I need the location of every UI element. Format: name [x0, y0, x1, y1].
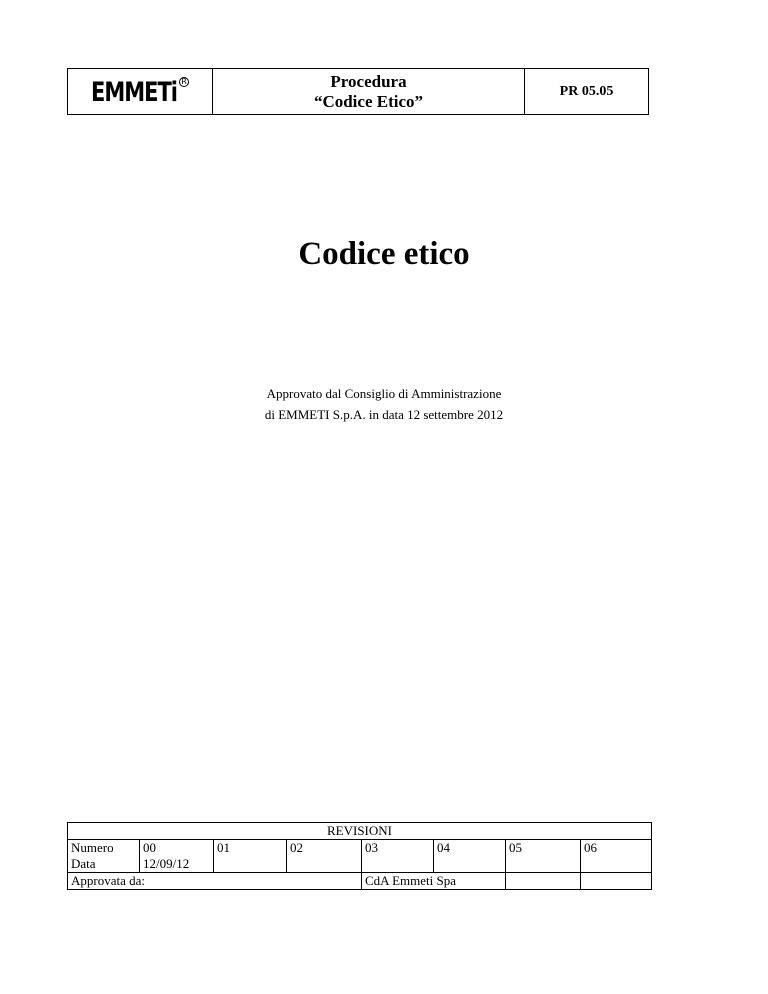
revision-date: [581, 856, 652, 873]
approval-line-2: di EMMETI S.p.A. in data 12 settembre 2012: [264, 407, 504, 422]
revision-number: 03: [362, 840, 434, 857]
approved-label: Approvata da:: [68, 873, 362, 890]
revisions-heading: REVISIONI: [68, 823, 652, 840]
registered-mark-icon: R: [179, 77, 189, 87]
revision-number: 06: [581, 840, 652, 857]
revision-date: [287, 856, 362, 873]
procedure-name: “Codice Etico”: [313, 91, 424, 111]
company-logo: [90, 76, 189, 107]
revision-number: 02: [287, 840, 362, 857]
revision-number: 01: [214, 840, 287, 857]
approved-by: CdA Emmeti Spa: [362, 873, 506, 890]
revision-date: [434, 856, 506, 873]
numero-label: Numero: [68, 840, 140, 857]
approved-empty-cell: [581, 873, 652, 890]
revision-date: [506, 856, 581, 873]
logo-text: EMMETi: [90, 76, 177, 107]
document-header: [67, 68, 649, 115]
approval-note: [0, 383, 768, 425]
document-code: PR 05.05: [559, 83, 614, 99]
page-title: Codice etico: [298, 236, 470, 272]
revision-date: [362, 856, 434, 873]
table-row: [68, 873, 652, 890]
revision-date: [214, 856, 287, 873]
procedure-label: Procedura: [330, 71, 407, 91]
logo-cell: [68, 69, 213, 114]
data-label: Data: [68, 856, 140, 873]
approved-empty-cell: [506, 873, 581, 890]
table-row: [68, 856, 652, 873]
table-row: [68, 840, 652, 857]
revision-number: 00: [140, 840, 214, 857]
revision-date: 12/09/12: [140, 856, 214, 873]
revisions-table: [67, 822, 652, 890]
revision-number: 04: [434, 840, 506, 857]
procedure-title-cell: [213, 69, 525, 114]
revision-number: 05: [506, 840, 581, 857]
approval-line-1: Approvato dal Consiglio di Amministrazione: [266, 386, 502, 401]
